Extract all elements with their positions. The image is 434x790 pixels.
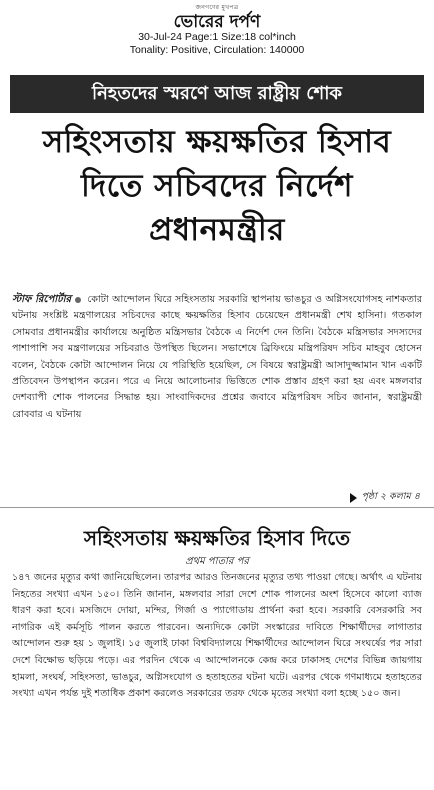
arrow-right-icon (350, 493, 357, 503)
masthead-tagline: জনগণের মুখপত্র (195, 4, 239, 11)
byline: স্টাফ রিপোর্টার (12, 294, 71, 305)
section-divider (0, 507, 434, 508)
jump-text: পৃষ্ঠা ২ কলাম ৪ (361, 491, 420, 502)
article-headline: সহিংসতায় ক্ষয়ক্ষতির হিসাব দিতে সচিবদের নির্দেশ প্রধানমন্ত্রীর (42, 124, 392, 248)
newspaper-name: ভোরের দর্পণ (173, 12, 261, 32)
article-body-text: কোটা আন্দোলন ঘিরে সহিংসতায় সরকারি স্থাপনায় ভাঙচুর ও অগ্নিসংযোগসহ নাশকতার ঘটনায় সংশ্লিষ্ট মন্ত্রণালয়ের সচিবদের কাছে ক্ষয়ক্ষতির হিসাব চেয়েছেন প্রধানমন্ত্রী শেখ হাসিনা। গতকাল সোমবার প্রধানমন্ত্রীর কার্যালয়ে অনুষ্ঠিত মন্ত্রিসভার বৈঠকে এ নির্দেশ দেন তিনি। বৈঠকে মন্ত্রিসভার সদস্যদের পাশাপাশি সব মন্ত্রণালয়ের সচিবরাও উপস্থিত ছিলেন। সভাশেষে ব্রিফিংয়ে মন্ত্রিপরিষদ সচিব মাহবুব হোসেন বলেন, বৈঠকে কোটা আন্দোলন নিয়ে যে পরিস্থিতি হয়েছিল, সে বিষয়ে স্বরাষ্ট্রমন্ত্রী আসাদুজ্জামান খান একটি প্রতিবেদন উপস্থাপন করেন। পরে এ নিয়ে আলোচনার ভিত্তিতে শোক প্রস্তাব গ্রহণ করা হয় এবং মঙ্গলবার দেশব্যাপী শোক পালনের সিদ্ধান্ত হয়। সাংবাদিকদের প্রশ্নের জবাবে মন্ত্রিপরিষদ সচিব জানান, স্বরাষ্ট্রমন্ত্রী রোববার এ ঘটনায় (12, 294, 422, 420)
continuation-body: ১৪৭ জনের মৃত্যুর কথা জানিয়েছিলেন। তারপর আরও তিনজনের মৃত্যুর তথ্য পাওয়া গেছে। অর্থাৎ এ ঘটনায় নিহতের সংখ্যা এখন ১৫০। তিনি জানান, মঙ্গলবার সারা দেশে শোক পালনের অংশ হিসেবে কালো ব্যাজ ধারণ করা হবে। মসজিদে দোয়া, মন্দির, গির্জা ও প্যাগোডায় প্রার্থনা করা হবে। সরকারি বেসরকারি সব নাগরিক এই কর্মসূচি পালন করতে পারবেন। অন্যদিকে কোটা সংস্কারের দাবিতে শিক্ষার্থীদের লাগাতার আন্দোলন শুরু হয় ১ জুলাই। ১৫ জুলাই ঢাকা বিশ্ববিদ্যালয়ে শিক্ষার্থীদের আন্দোলন ঘিরে সংঘর্ষের পর সারা দেশে বিক্ষোভ ছড়িয়ে পড়ে। এর পরদিন থেকে এ আন্দোলনকে কেন্দ্র করে ঢাকাসহ দেশের বিভিন্ন জায়গায় হামলা, সংঘর্ষ, সহিংসতা, ভাঙচুর, অগ্নিসংযোগ ও হতাহতের ঘটনা ঘটে। এরপর থেকে গণমাধ্যমে হতাহতের সংখ্যা এখন পর্যন্ত দুই শতাধিক প্রকাশ করলেও সরকারের তরফ থেকে মৃতের সংখ্যা বলা হচ্ছে ১৫০ জন। (12, 572, 422, 700)
continuation-subline: প্রথম পাতার পর (185, 556, 249, 567)
clipping-date-line: 30-Jul-24 Page:1 Size:18 col*inch (138, 31, 296, 43)
kicker-bar (10, 75, 424, 113)
masthead (0, 0, 434, 57)
article-body (12, 292, 422, 423)
jump-line (350, 490, 420, 505)
clipping-tonality-line: Tonality: Positive, Circulation: 140000 (129, 44, 305, 56)
kicker-text: নিহতদের স্মরণে আজ রাষ্ট্রীয় শোক (91, 82, 343, 104)
byline-bullet-icon (75, 297, 81, 303)
continuation-headline: সহিংসতায় ক্ষয়ক্ষতির হিসাব দিতে (83, 526, 351, 550)
